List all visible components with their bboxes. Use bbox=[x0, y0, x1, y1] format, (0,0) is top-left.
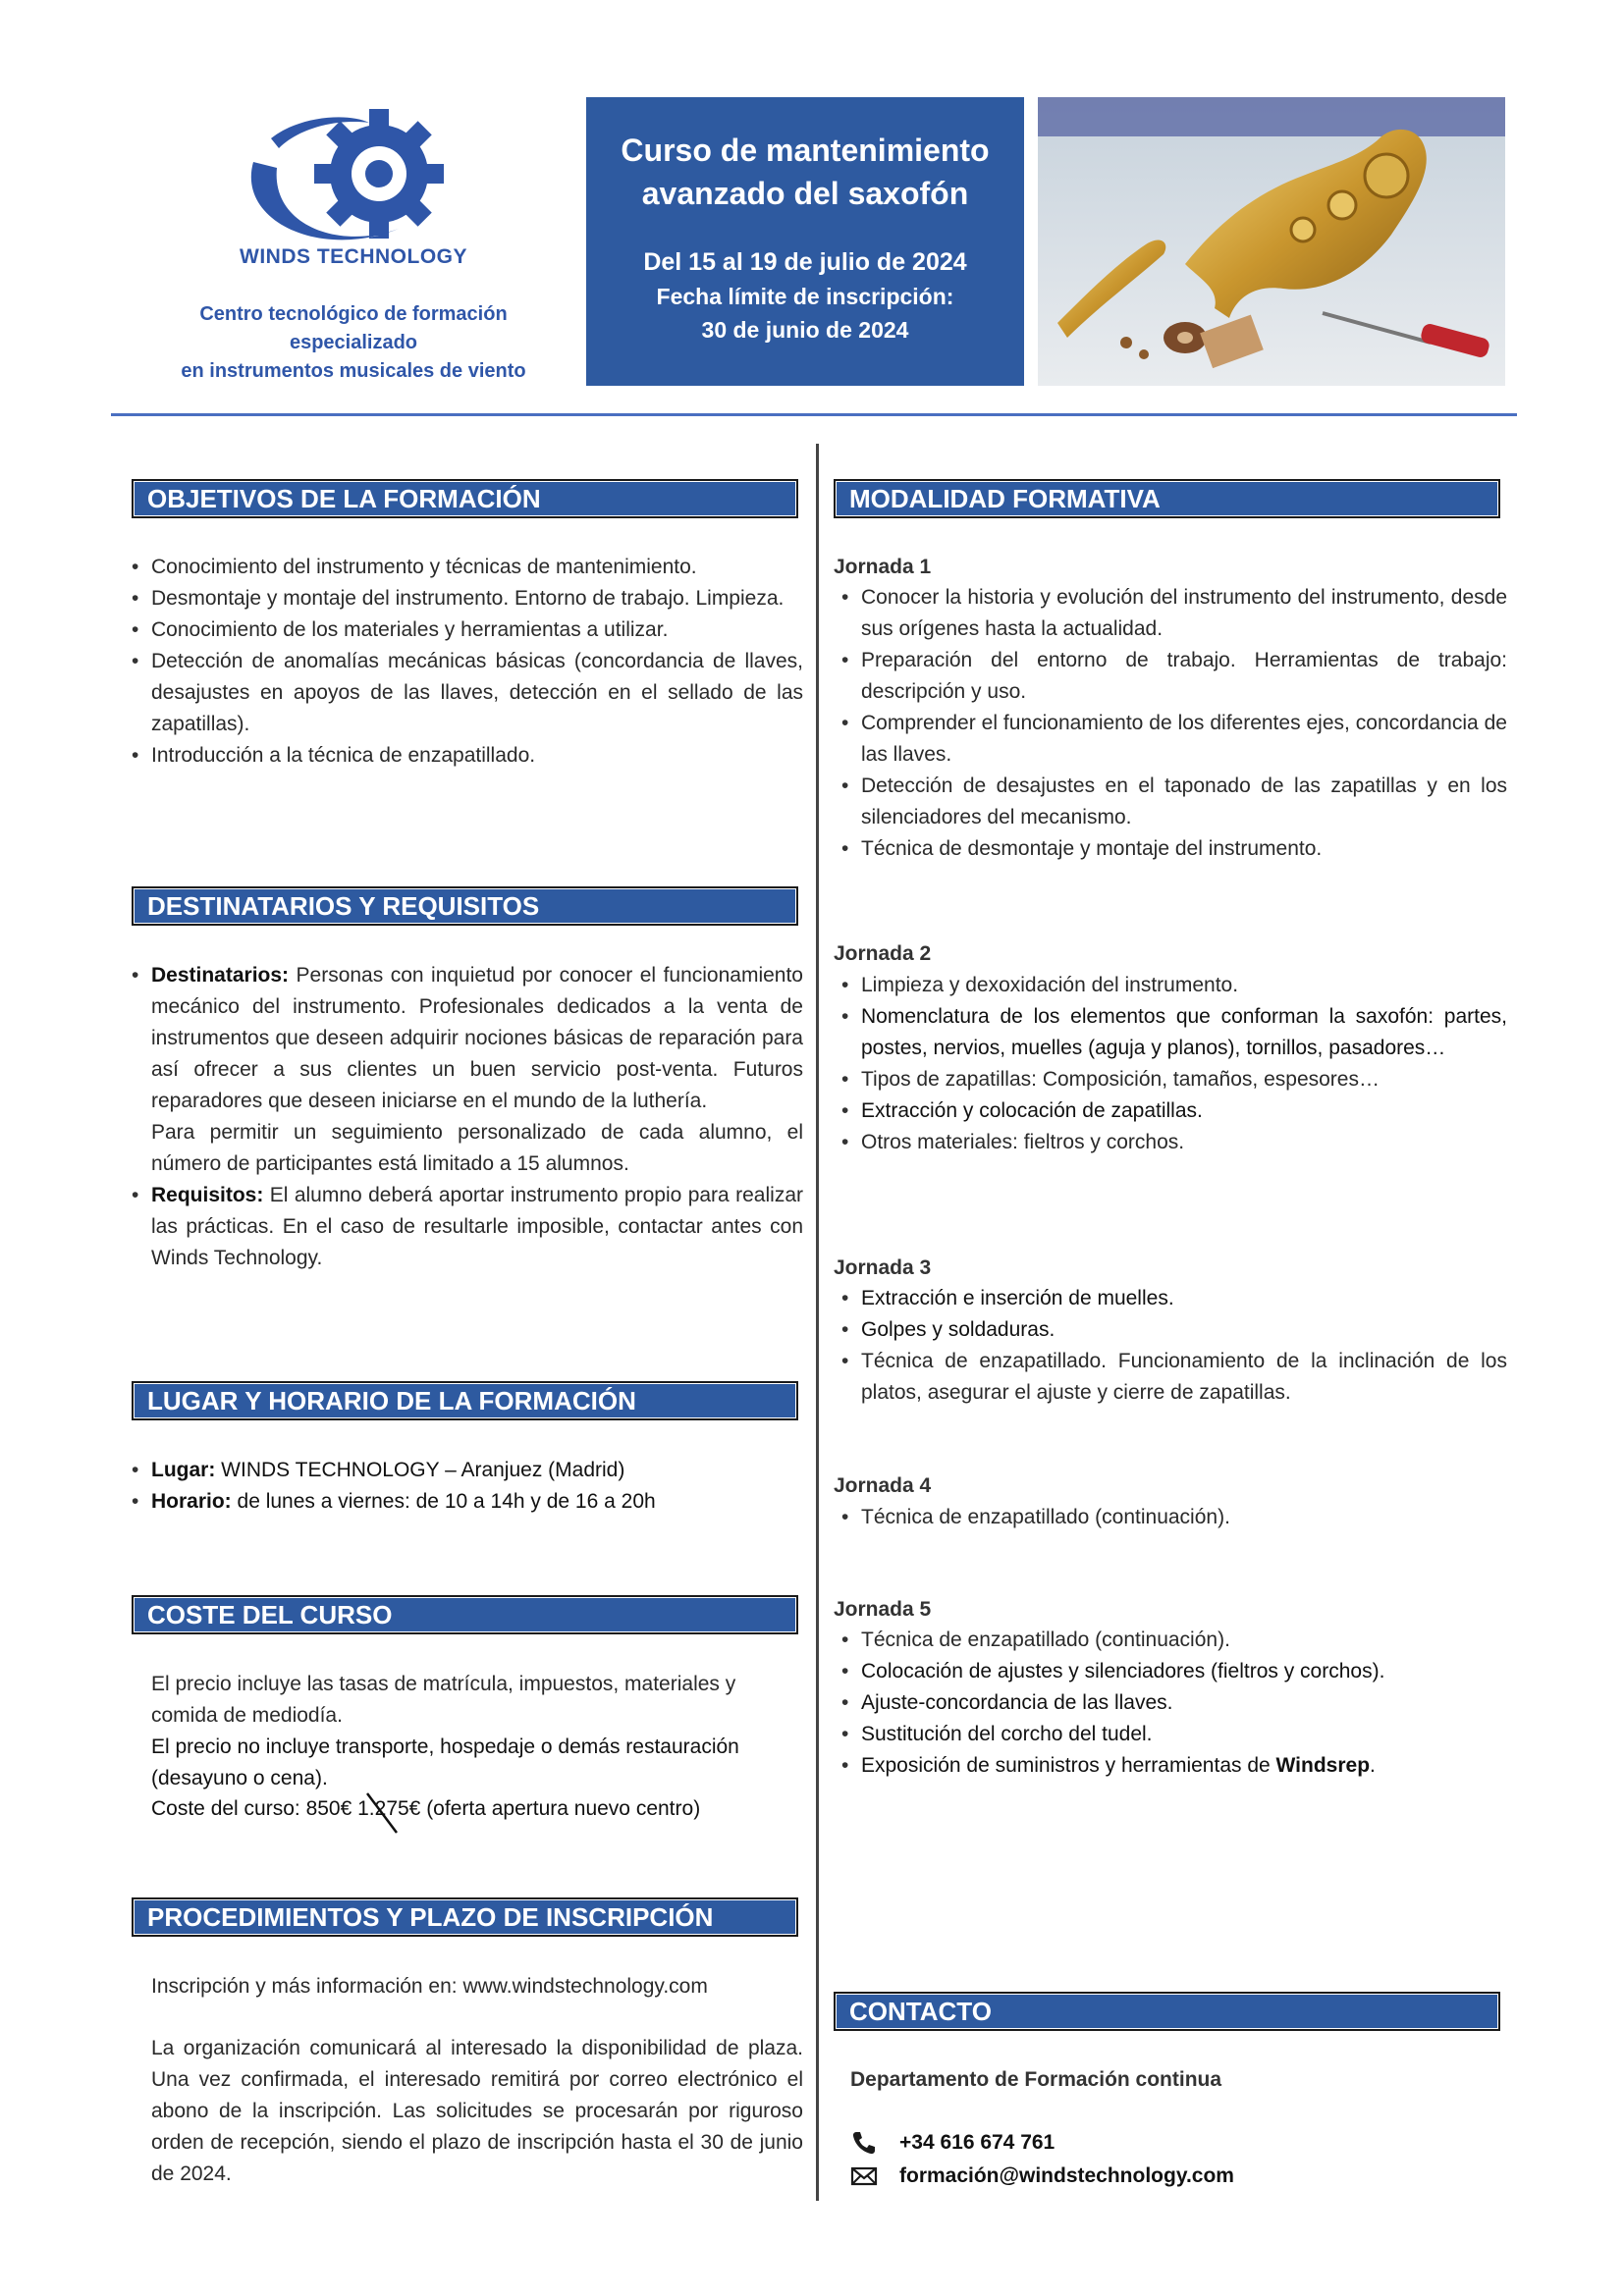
jornada-4-list bbox=[841, 1502, 1507, 1533]
list-item: • Técnica de enzapatillado (continuación). bbox=[841, 1502, 1507, 1533]
list-item: • Sustitución del corcho del tudel. bbox=[841, 1719, 1507, 1750]
list-item: • Tipos de zapatillas: Composición, tamaños, espesores… bbox=[841, 1064, 1507, 1095]
list-item: • Otros materiales: fieltros y corchos. bbox=[841, 1127, 1507, 1158]
objetivos-list bbox=[132, 552, 803, 772]
destinatarios-list bbox=[132, 960, 803, 1274]
list-item: • Detección de desajustes en el taponado de las zapatillas y en los silenciadores del mecanismo. bbox=[841, 771, 1507, 833]
envelope-icon bbox=[850, 2163, 878, 2189]
jornada-2-list bbox=[841, 970, 1507, 1158]
lugar-text: WINDS TECHNOLOGY – Aranjuez (Madrid) bbox=[215, 1459, 625, 1481]
phone-icon bbox=[850, 2130, 878, 2156]
inscription-info: Inscripción y más información en: www.windstechnology.com bbox=[151, 1975, 708, 1998]
jornada-5-title: Jornada 5 bbox=[834, 1598, 932, 1621]
horario-label: Horario: bbox=[151, 1490, 232, 1513]
tagline-line: en instrumentos musicales de viento bbox=[181, 360, 526, 382]
list-item: • Ajuste-concordancia de las llaves. bbox=[841, 1687, 1507, 1719]
course-title bbox=[586, 129, 1024, 215]
requisitos-label: Requisitos: bbox=[151, 1184, 264, 1206]
destinatarios-label: Destinatarios: bbox=[151, 964, 290, 987]
course-title-line: avanzado del saxofón bbox=[641, 176, 969, 211]
list-item: • Técnica de desmontaje y montaje del instrumento. bbox=[841, 833, 1507, 865]
course-banner bbox=[586, 97, 1024, 386]
contact-email-row[interactable] bbox=[850, 2162, 1234, 2191]
requisitos-text: El alumno deberá aportar instrumento propio para realizar las prácticas. En el caso de resultarle imposible, contactar antes con Winds Technology. bbox=[151, 1184, 803, 1269]
course-price bbox=[151, 1797, 700, 1821]
column-divider bbox=[816, 444, 819, 2201]
list-item: • Desmontaje y montaje del instrumento. Entorno de trabajo. Limpieza. bbox=[132, 583, 803, 614]
list-item-windsrep bbox=[841, 1750, 1507, 1782]
list-item: • Comprender el funcionamiento de los diferentes ejes, concordancia de las llaves. bbox=[841, 708, 1507, 771]
section-heading-coste: COSTE DEL CURSO bbox=[132, 1595, 798, 1634]
course-title-line: Curso de mantenimiento bbox=[621, 133, 990, 168]
list-item-horario bbox=[132, 1486, 803, 1518]
list-item: • Conocer la historia y evolución del instrumento del instrumento, desde sus orígenes hasta la actualidad. bbox=[841, 582, 1507, 645]
section-heading-contacto: CONTACTO bbox=[834, 1992, 1500, 2031]
jornada-2-title: Jornada 2 bbox=[834, 942, 932, 965]
section-heading-procedimientos: PROCEDIMIENTOS Y PLAZO DE INSCRIPCIÓN bbox=[132, 1897, 798, 1937]
list-item: • Limpieza y dexoxidación del instrumento. bbox=[841, 970, 1507, 1001]
tagline bbox=[147, 300, 560, 386]
coste-excludes: El precio no incluye transporte, hospedaje o demás restauración (desayuno o cena). bbox=[151, 1735, 739, 1789]
section-heading-lugar: LUGAR Y HORARIO DE LA FORMACIÓN bbox=[132, 1381, 798, 1420]
tagline-line: Centro tecnológico de formación bbox=[199, 303, 508, 325]
tagline-line: especializado bbox=[289, 332, 418, 353]
list-item: • Extracción e inserción de muelles. bbox=[841, 1283, 1507, 1314]
brand-name: WINDS TECHNOLOGY bbox=[240, 245, 467, 268]
registration-deadline bbox=[586, 280, 1024, 347]
coste-includes: El precio incluye las tasas de matrícula, impuestos, materiales y comida de mediodía. bbox=[151, 1673, 736, 1727]
list-item: • Golpes y soldaduras. bbox=[841, 1314, 1507, 1346]
section-heading-objetivos: OBJETIVOS DE LA FORMACIÓN bbox=[132, 479, 798, 518]
list-item-requisitos bbox=[132, 1180, 803, 1274]
strikethrough-mark bbox=[363, 1789, 403, 1837]
destinatarios-text: Personas con inquietud por conocer el funcionamiento mecánico del instrumento. Profesionales dedicados a la venta de instrumentos que deseen adquirir nociones básicas de reparación para así ofrecer a sus clientes un buen servicio post-venta. Futuros reparadores que deseen iniciarse en el mundo de la luthería. bbox=[151, 964, 803, 1112]
jornada-4-title: Jornada 4 bbox=[834, 1474, 932, 1497]
list-item: • Conocimiento del instrumento y técnicas de mantenimiento. bbox=[132, 552, 803, 583]
horario-text: de lunes a viernes: de 10 a 14h y de 16 a 20h bbox=[231, 1490, 656, 1513]
deadline-line: Fecha límite de inscripción: bbox=[656, 284, 954, 309]
list-item: • Extracción y colocación de zapatillas. bbox=[841, 1095, 1507, 1127]
destinatarios-note: Para permitir un seguimiento personalizado de cada alumno, el número de participantes está limitado a 15 alumnos. bbox=[151, 1121, 803, 1175]
list-item-lugar bbox=[132, 1455, 803, 1486]
jornada-5-list bbox=[841, 1625, 1507, 1782]
inscription-procedure: La organización comunicará al interesado la disponibilidad de plaza. Una vez confirmada, el interesado remitirá por correo electrónico el abono de la inscripción. Las solicitudes se procesarán por riguroso orden de recepción, siendo el plazo de inscripción hasta el 30 de junio de 2024. bbox=[151, 2037, 803, 2185]
list-item: • Introducción a la técnica de enzapatillado. bbox=[132, 740, 803, 772]
section-heading-destinatarios: DESTINATARIOS Y REQUISITOS bbox=[132, 886, 798, 926]
saxophone-photo bbox=[1038, 97, 1505, 386]
list-item-text: Exposición de suministros y herramientas de bbox=[861, 1754, 1276, 1777]
jornada-1-list bbox=[841, 582, 1507, 865]
lugar-list bbox=[132, 1455, 803, 1518]
list-item: • Colocación de ajustes y silenciadores (fieltros y corchos). bbox=[841, 1656, 1507, 1687]
contact-email[interactable]: formación@windstechnology.com bbox=[899, 2164, 1234, 2187]
contact-phone[interactable]: +34 616 674 761 bbox=[899, 2131, 1056, 2154]
list-item: • Conocimiento de los materiales y herramientas a utilizar. bbox=[132, 614, 803, 646]
list-item: • Técnica de enzapatillado (continuación). bbox=[841, 1625, 1507, 1656]
list-item: • Detección de anomalías mecánicas básicas (concordancia de llaves, desajustes en apoyos de las llaves, detección en el sellado de las zapatillas). bbox=[132, 646, 803, 740]
list-item-end: . bbox=[1370, 1754, 1376, 1777]
header-divider bbox=[111, 413, 1517, 416]
list-item: • Nomenclatura de los elementos que conforman la saxofón: partes, postes, nervios, muelles (aguja y planos), tornillos, pasadores… bbox=[841, 1001, 1507, 1064]
list-item: • Preparación del entorno de trabajo. Herramientas de trabajo: descripción y uso. bbox=[841, 645, 1507, 708]
price-old: 1.275€ bbox=[357, 1797, 421, 1820]
lugar-label: Lugar: bbox=[151, 1459, 216, 1481]
jornada-3-title: Jornada 3 bbox=[834, 1256, 932, 1279]
windsrep-brand: Windsrep bbox=[1275, 1754, 1371, 1777]
course-dates: Del 15 al 19 de julio de 2024 bbox=[643, 248, 967, 276]
contact-department: Departamento de Formación continua bbox=[850, 2068, 1222, 2091]
jornada-1-title: Jornada 1 bbox=[834, 556, 932, 578]
price-current: Coste del curso: 850€ bbox=[151, 1797, 358, 1820]
list-item-destinatarios bbox=[132, 960, 803, 1180]
price-old-wrap bbox=[357, 1797, 420, 1821]
list-item: • Técnica de enzapatillado. Funcionamiento de la inclinación de los platos, asegurar el ajuste y cierre de zapatillas. bbox=[841, 1346, 1507, 1409]
jornada-3-list bbox=[841, 1283, 1507, 1409]
price-note: (oferta apertura nuevo centro) bbox=[420, 1797, 701, 1820]
section-heading-modalidad: MODALIDAD FORMATIVA bbox=[834, 479, 1500, 518]
contact-phone-row[interactable] bbox=[850, 2128, 1055, 2158]
deadline-line: 30 de junio de 2024 bbox=[701, 317, 909, 343]
